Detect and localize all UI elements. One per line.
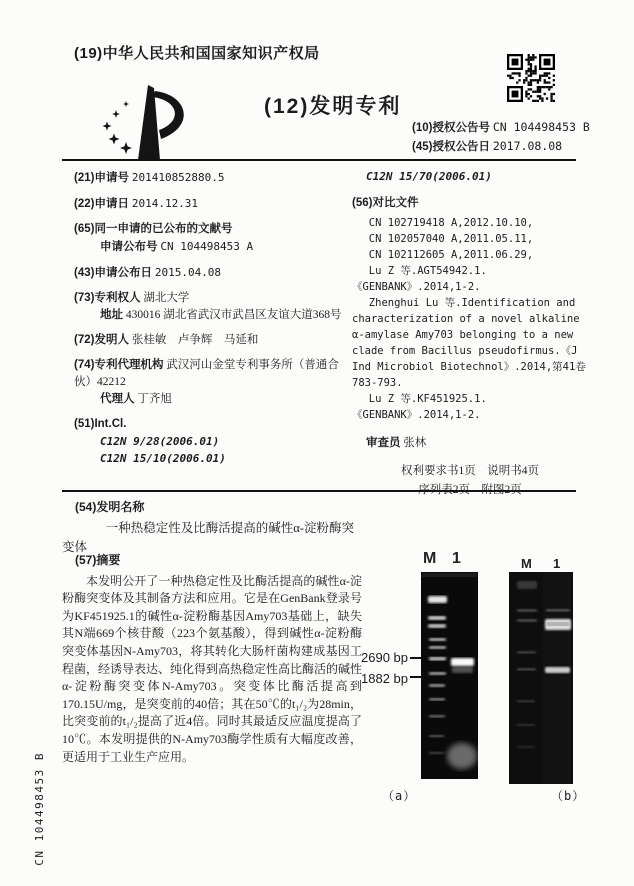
invention-title-section xyxy=(62,498,362,557)
cnipa-logo-icon xyxy=(96,84,208,162)
cited-documents-label: (56)对比文件 xyxy=(352,196,419,209)
gel-a-band-pointer-2690 xyxy=(410,657,422,659)
grant-publication-date-row xyxy=(412,138,562,154)
same-application-label: (65)同一申请的已公布的文献号 xyxy=(74,223,233,235)
gel-a-band-label-1882: 1882 bp xyxy=(361,671,408,686)
cited-document: CN 102057040 A,2011.05.11, xyxy=(368,233,534,245)
int-cl-label: (51)Int.Cl. xyxy=(74,418,127,430)
application-date-value: 2014.12.31 xyxy=(131,197,199,210)
page-counts xyxy=(352,462,588,500)
application-number-value: 201410852880.5 xyxy=(131,171,225,184)
gel-a-image xyxy=(421,572,478,779)
inventors-field xyxy=(74,332,350,349)
inventors-label: (72)发明人 xyxy=(74,334,129,346)
application-publication-date-value: 2015.04.08 xyxy=(154,266,222,279)
examiner-row xyxy=(366,435,588,452)
application-number-field xyxy=(74,169,350,187)
inventors-value: 张桂敏 卢争辉 马延和 xyxy=(131,334,259,346)
grant-date-label: (45)授权公告日 xyxy=(412,141,490,153)
application-number-label: (21)申请号 xyxy=(74,172,129,184)
cited-document: Lu Z 等.KF451925.1.《GENBANK》.2014,1-2. xyxy=(352,393,487,421)
cited-document: CN 102719418 A,2012.10.10, xyxy=(368,217,534,229)
patentee-field xyxy=(74,290,350,324)
publication-ref-row xyxy=(74,238,350,256)
address-value: 430016 湖北省武汉市武昌区友谊大道368号 xyxy=(125,309,342,321)
patent-office-name: (19)中华人民共和国国家知识产权局 xyxy=(74,45,320,62)
cited-document: Lu Z 等.AGT54942.1.《GENBANK》.2014,1-2. xyxy=(352,265,487,293)
qr-code-icon xyxy=(507,54,555,102)
application-publication-date-field xyxy=(74,264,350,282)
address-row xyxy=(74,307,350,324)
examiner-label: 审查员 xyxy=(366,437,401,449)
agent-label: 代理人 xyxy=(100,393,135,405)
address-label: 地址 xyxy=(100,309,123,321)
cited-document: Zhenghui Lu 等.Identification and characterization of a novel alkaline α-amylase Amy703 belonging to a new clade from Bacillus pseudofirmus.《J Ind Microbiol Biotechnol》.2014,第41卷783-793. xyxy=(352,297,586,389)
gel-a-caption: （a） xyxy=(382,789,417,803)
gel-b-lane-m-label: M xyxy=(521,556,532,571)
grant-number-value: CN 104498453 B xyxy=(492,120,590,134)
gel-b-lane-1-label: 1 xyxy=(553,556,561,571)
section-divider xyxy=(62,490,576,492)
invention-title-label: (54)发明名称 xyxy=(75,500,145,514)
gel-a-band-label-2690: 2690 bp xyxy=(361,650,408,665)
agency-label: (74)专利代理机构 xyxy=(74,359,164,371)
side-document-code: CN 104498453 B xyxy=(33,752,46,866)
document-type-title: (12)发明专利 xyxy=(264,95,402,118)
application-date-label: (22)申请日 xyxy=(74,198,129,210)
patentee-label: (73)专利权人 xyxy=(74,292,141,304)
application-date-field xyxy=(74,195,350,213)
gel-a-band-pointer-1882 xyxy=(410,676,422,678)
gel-b-image xyxy=(509,572,573,784)
agent-row xyxy=(74,391,350,408)
agent-value: 丁齐旭 xyxy=(137,393,172,405)
cited-document: CN 102112605 A,2011.06.29, xyxy=(368,249,534,261)
int-cl-code-2: C12N 15/10(2006.01) xyxy=(100,452,226,465)
grant-number-label: (10)授权公告号 xyxy=(412,122,490,134)
int-cl-field xyxy=(74,416,350,467)
agency-row xyxy=(74,357,350,391)
bibliographic-left-column xyxy=(74,169,350,475)
gel-a-lane-m-label: M xyxy=(423,550,437,567)
grant-publication-number-row xyxy=(412,119,590,135)
same-application-field xyxy=(74,221,350,256)
abstract-label: (57)摘要 xyxy=(75,553,121,567)
gel-a-lane-1-label: 1 xyxy=(452,550,461,567)
abstract-section xyxy=(62,552,362,766)
patentee-value: 湖北大学 xyxy=(143,292,190,304)
patentee-row xyxy=(74,290,350,307)
invention-title-text: 一种热稳定性及比酶活提高的碱性α-淀粉酶突变体 xyxy=(62,521,354,554)
grant-date-value: 2017.08.08 xyxy=(492,139,563,153)
publication-ref-label: 申请公布号 xyxy=(100,241,158,253)
int-cl-code-1: C12N 9/28(2006.01) xyxy=(100,435,220,448)
page-counts-line1: 权利要求书1页 说明书4页 xyxy=(401,464,539,477)
gel-b-caption: （b） xyxy=(551,789,586,803)
examiner-value: 张林 xyxy=(403,437,427,449)
publication-ref-value: CN 104498453 A xyxy=(160,240,254,253)
bibliographic-right-column xyxy=(352,169,588,500)
header-divider xyxy=(62,159,576,161)
int-cl-code-3: C12N 15/70(2006.01) xyxy=(366,170,492,183)
abstract-text: 本发明公开了一种热稳定性及比酶活提高的碱性α-淀粉酶突变体及其制备方法和应用。它是在GenBank登录号为KF451925.1的碱性α-淀粉酶基因Amy703基础上，缺失其N端669个核苷酸（223个氨基酸），得到碱性α-淀粉酶突变体基因N-Amy703，将其转化大肠杆菌构建成基因工程菌，经诱导表达、纯化得到高热稳定性高比酶活的碱性α-淀粉酶突变体N-Amy703。突变体比酶活提高到170.15U/mg，是突变前的40倍；其在50℃的t₁/₂为28min，比突变前的t₁/₂提高了近4倍。同时其最适反应温度提高了10℃。本发明提供的N-Amy703酶学性质有大幅度改善，更适用于工业生产应用。 xyxy=(62,573,363,764)
agency-value: 武汉河山金堂专利事务所（普通合伙）42212 xyxy=(74,359,339,388)
agency-field xyxy=(74,357,350,408)
application-publication-date-label: (43)申请公布日 xyxy=(74,267,152,279)
